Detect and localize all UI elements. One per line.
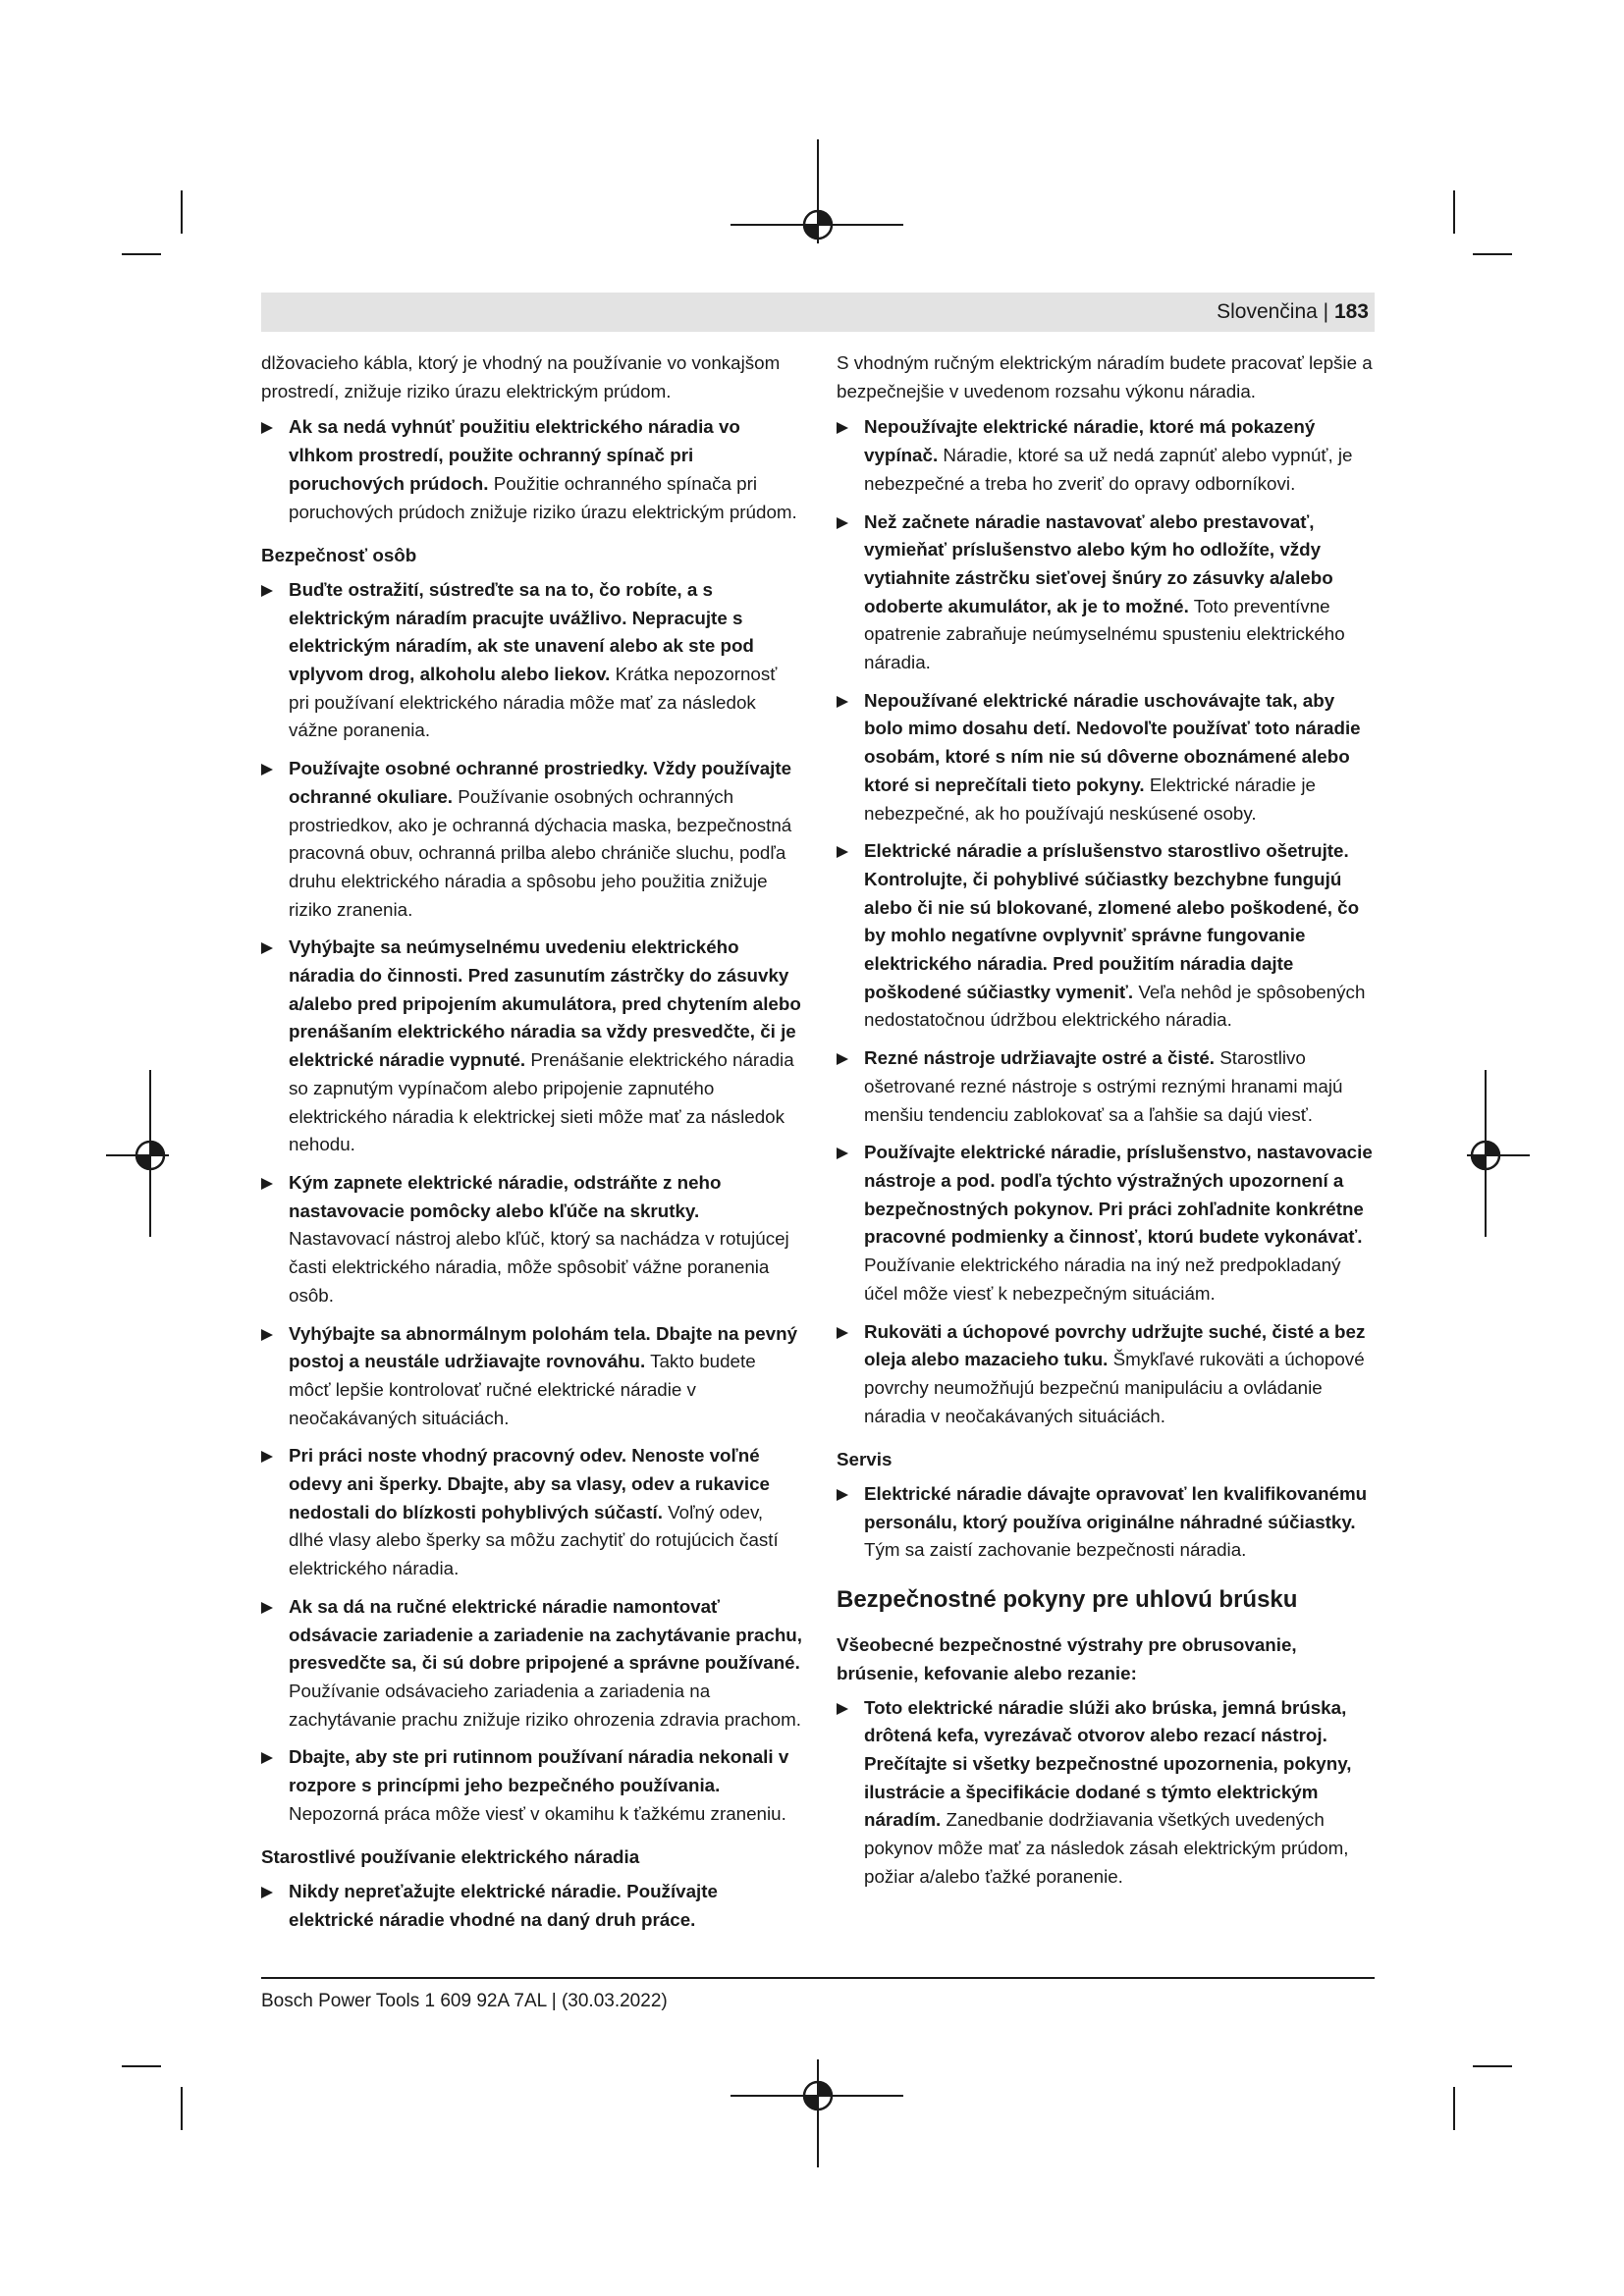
instruction-bold-text: Používajte elektrické náradie, príslušenstvo, nastavovacie nástroje a pod. podľa týchto výstražných upozornení a bezpečnostných pokynov. Pri práci zohľadnite konkrétne pracovné podmienky a činnosť, ktorú budete vykonávať. <box>864 1142 1373 1248</box>
instruction-explanation-text: Nepozorná práca môže viesť v okamihu k ťažkému zraneniu. <box>289 1802 786 1824</box>
bullet-arrow-icon <box>837 696 848 708</box>
bullet-arrow-icon <box>837 1053 848 1065</box>
safety-instruction-item <box>261 934 802 1159</box>
instruction-bold-text: Pri práci noste vhodný pracovný odev. Nenoste voľné odevy ani šperky. Dbajte, aby sa vlasy, odev a rukavice nedostali do blízkosti pohyblivých súčastí. <box>289 1445 770 1522</box>
instruction-bold-text: Elektrické náradie a príslušenstvo starostlivo ošetrujte. Kontrolujte, či pohyblivé súčiastky bezchybne fungujú alebo či nie sú blokované, zlomené alebo poškodené, čo by mohlo negatívne ovplyvniť správne fungovanie elektrického náradia. Pred použitím náradia dajte poškodené súčiastky vymeniť. <box>864 840 1360 1002</box>
body-paragraph: S vhodným ručným elektrickým náradím budete pracovať lepšie a bezpečnejšie v uvedenom rozsahu výkonu náradia. <box>837 352 1373 401</box>
instruction-explanation-text: Starostlivo ošetrované rezné nástroje s ostrými reznými hranami majú menšiu tendenciu zablokovať sa a ľahšie sa dajú viesť. <box>864 1047 1343 1125</box>
safety-instruction-item <box>261 1442 802 1583</box>
instruction-bold-text: Buďte ostražití, sústreďte sa na to, čo robíte, a s elektrickým náradím pracujte uvážlivo. Nepracujte s elektrickým náradím, ak ste unavení alebo ak ste pod vplyvom drog, alkoholu alebo liekov. <box>289 578 754 685</box>
section-subheading: Všeobecné bezpečnostné výstrahy pre obrusovanie, brúsenie, kefovanie alebo rezanie: <box>837 1634 1297 1683</box>
page-header <box>261 293 1375 332</box>
instruction-bold-text: Kým zapnete elektrické náradie, odstráňte z neho nastavovacie pomôcky alebo kľúče na skrutky. <box>289 1171 722 1221</box>
instruction-bold-text: Elektrické náradie dávajte opravovať len kvalifikovanému personálu, ktorý používa originálne náhradné súčiastky. <box>864 1483 1368 1532</box>
instruction-bold-text: Nikdy nepreťažujte elektrické náradie. Používajte elektrické náradie vhodné na daný druh práce. <box>289 1881 718 1930</box>
safety-instruction-item <box>837 1139 1375 1308</box>
bullet-arrow-icon <box>261 1752 273 1764</box>
crop-mark-bottom-right-v <box>1453 2087 1455 2130</box>
instruction-bold-text: Vyhýbajte sa neúmyselnému uvedeniu elektrického náradia do činnosti. Pred zasunutím zástrčky do zásuvky a/alebo pred pripojením akumulátora, pred chytením alebo prenášaním elektrického náradia sa vždy presvedčte, či je elektrické náradie vypnuté. <box>289 936 801 1071</box>
crop-mark-bottom-right-h <box>1473 2065 1512 2067</box>
safety-instruction-item <box>261 1593 802 1735</box>
bullet-arrow-icon <box>837 1148 848 1159</box>
safety-instruction-item <box>837 1318 1375 1431</box>
instruction-bold-text: Nepoužívajte elektrické náradie, ktoré má pokazený vypínač. <box>864 416 1316 466</box>
instruction-explanation-text: Zanedbanie dodržiavania všetkých uvedených pokynov môže mať za následok zásah elektrickým prúdom, požiar a/alebo ťažké poranenie. <box>864 1809 1349 1887</box>
bullet-arrow-icon <box>261 1329 273 1341</box>
safety-instruction-item <box>261 413 802 526</box>
safety-instruction-item <box>261 1743 802 1828</box>
instruction-explanation-text: Nastavovací nástroj alebo kľúč, ktorý sa nachádza v rotujúcej časti elektrického náradia, môže spôsobiť vážne poranenia osôb. <box>289 1228 789 1306</box>
instruction-bold-text: Nepoužívané elektrické náradie uschovávajte tak, aby bolo mimo dosahu detí. Nedovoľte používať toto náradie osobám, ktoré s ním nie sú dôverne oboznámené alebo ktoré si neprečítali tieto pokyny. <box>864 689 1361 795</box>
page-number: 183 <box>1333 300 1369 323</box>
footer-rule <box>261 1977 1375 1979</box>
instruction-explanation-text: Veľa nehôd je spôsobených nedostatočnou údržbou elektrického náradia. <box>864 981 1366 1031</box>
instruction-bold-text: Než začnete náradie nastavovať alebo prestavovať, vymieňať príslušenstvo alebo kým ho odložíte, vždy vytiahnite zástrčku sieťovej šnúry zo zásuvky a/alebo odoberte akumulátor, ak je to možné. <box>864 510 1333 616</box>
header-text: Slovenčina | 183 <box>1217 300 1369 323</box>
safety-instruction-item <box>837 837 1375 1035</box>
safety-instruction-item <box>261 755 802 924</box>
crop-mark-top-left-h <box>122 253 161 255</box>
instruction-explanation-text: Náradie, ktoré sa už nedá zapnúť alebo vypnúť, je nebezpečné a treba ho zveriť do opravy odborníkovi. <box>864 445 1353 494</box>
section-subheading: Servis <box>837 1449 893 1470</box>
bullet-arrow-icon <box>837 846 848 858</box>
right-column <box>837 349 1375 1900</box>
bullet-arrow-icon <box>261 1451 273 1463</box>
registration-target-icon-top <box>801 208 835 241</box>
safety-instruction-item <box>837 1694 1375 1892</box>
header-language: Slovenčina <box>1217 300 1318 323</box>
instruction-explanation-text: Tým sa zaistí zachovanie bezpečnosti náradia. <box>864 1539 1247 1561</box>
instruction-bold-text: Rezné nástroje udržiavajte ostré a čisté. <box>864 1047 1215 1069</box>
safety-instruction-item <box>837 508 1375 677</box>
bullet-arrow-icon <box>837 1703 848 1715</box>
body-paragraph: dlžovacieho kábla, ktorý je vhodný na používanie vo vonkajšom prostredí, znižuje riziko úrazu elektrickým prúdom. <box>261 352 781 401</box>
instruction-bold-text: Používajte osobné ochranné prostriedky. Vždy používajte ochranné okuliare. <box>289 758 792 807</box>
instruction-bold-text: Vyhýbajte sa abnormálnym polohám tela. Dbajte na pevný postoj a neustále udržiavajte rovnováhu. <box>289 1322 798 1372</box>
crop-mark-top-right-v <box>1453 190 1455 234</box>
instruction-bold-text: Rukoväti a úchopové povrchy udržujte suché, čisté a bez oleja alebo mazacieho tuku. <box>864 1320 1366 1370</box>
instruction-explanation-text: Použitie ochranného spínača pri poruchových prúdoch znižuje riziko úrazu elektrickým prúdom. <box>289 472 797 522</box>
crop-mark-top-right-h <box>1473 253 1512 255</box>
instruction-explanation-text: Krátka nepozornosť pri používaní elektrického náradia môže mať za následok vážne poranenia. <box>289 664 778 741</box>
safety-instruction-item <box>261 576 802 745</box>
registration-target-icon-left <box>134 1139 167 1172</box>
bullet-arrow-icon <box>261 1178 273 1190</box>
registration-target-icon-right <box>1469 1139 1502 1172</box>
section-subheading: Starostlivé používanie elektrického náradia <box>261 1846 640 1868</box>
crop-mark-bottom-left-v <box>181 2087 183 2130</box>
bullet-arrow-icon <box>261 942 273 954</box>
instruction-explanation-text: Používanie osobných ochranných prostriedkov, ako je ochranná dýchacia maska, bezpečnostná pracovná obuv, ochranná prilba alebo chrániče sluchu, podľa druhu elektrického náradia a spôsobu jeho použitia znižuje riziko zranenia. <box>289 785 792 920</box>
bullet-arrow-icon <box>261 422 273 434</box>
instruction-explanation-text: Toto preventívne opatrenie zabraňuje neúmyselnému spusteniu elektrického náradia. <box>864 595 1345 673</box>
crop-mark-bottom-left-h <box>122 2065 161 2067</box>
instruction-explanation-text: Používanie elektrického náradia na iný než predpokladaný účel môže viesť k nebezpečným situáciám. <box>864 1255 1341 1304</box>
bullet-arrow-icon <box>261 1887 273 1898</box>
bullet-arrow-icon <box>837 1327 848 1339</box>
safety-instruction-item <box>261 1169 802 1310</box>
instruction-explanation-text: Elektrické náradie je nebezpečné, ak ho používajú neskúsené osoby. <box>864 774 1316 824</box>
bullet-arrow-icon <box>261 585 273 597</box>
instruction-bold-text: Ak sa nedá vyhnúť použitiu elektrického náradia vo vlhkom prostredí, použite ochranný spínač pri poruchových prúdoch. <box>289 416 740 494</box>
bullet-arrow-icon <box>261 1602 273 1614</box>
instruction-explanation-text: Voľný odev, dlhé vlasy alebo šperky sa môžu zachytiť do rotujúcich častí elektrického náradia. <box>289 1501 779 1579</box>
registration-target-icon-bottom <box>801 2079 835 2112</box>
bullet-arrow-icon <box>261 764 273 775</box>
section-subheading: Bezpečnosť osôb <box>261 545 417 566</box>
instruction-explanation-text: Prenášanie elektrického náradia so zapnutým vypínačom alebo pripojenie zapnutého elektrického náradia k elektrickej sieti môže mať za následok nehodu. <box>289 1049 794 1155</box>
safety-instruction-item <box>837 1480 1375 1565</box>
safety-instruction-item <box>837 1044 1375 1129</box>
safety-instruction-item <box>837 413 1375 498</box>
section-heading: Bezpečnostné pokyny pre uhlovú brúsku <box>837 1586 1298 1614</box>
safety-instruction-item <box>837 687 1375 828</box>
crop-mark-top-left-v <box>181 190 183 234</box>
bullet-arrow-icon <box>837 1489 848 1501</box>
instruction-explanation-text: Šmykľavé rukoväti a úchopové povrchy neumožňujú bezpečnú manipuláciu a ovládanie náradia v neočakávaných situáciách. <box>864 1349 1365 1426</box>
instruction-bold-text: Dbajte, aby ste pri rutinnom používaní náradia nekonali v rozpore s princípmi jeho bezpečného používania. <box>289 1746 789 1796</box>
safety-instruction-item <box>261 1878 802 1934</box>
instruction-explanation-text: Takto budete môcť lepšie kontrolovať ručné elektrické náradie v neočakávaných situáciách. <box>289 1351 756 1428</box>
footer-text: Bosch Power Tools 1 609 92A 7AL | (30.03.2022) <box>261 1991 668 2011</box>
instruction-explanation-text: Používanie odsávacieho zariadenia a zariadenia na zachytávanie prachu znižuje riziko ohrozenia zdravia prachom. <box>289 1680 801 1730</box>
safety-instruction-item <box>261 1320 802 1433</box>
left-column <box>261 349 802 1945</box>
bullet-arrow-icon <box>837 422 848 434</box>
instruction-bold-text: Toto elektrické náradie slúži ako brúska, jemná brúska, drôtená kefa, vyrezávač otvorov alebo rezací nástroj. Prečítajte si všetky bezpečnostné upozornenia, pokyny, ilustrácie a špecifikácie dodané s týmto elektrickým náradím. <box>864 1696 1352 1831</box>
registration-line-bottom-v <box>817 2059 819 2167</box>
bullet-arrow-icon <box>837 517 848 529</box>
instruction-bold-text: Ak sa dá na ručné elektrické náradie namontovať odsávacie zariadenie a zariadenie na zachytávanie prachu, presvedčte sa, či sú dobre pripojené a správne používané. <box>289 1595 802 1674</box>
